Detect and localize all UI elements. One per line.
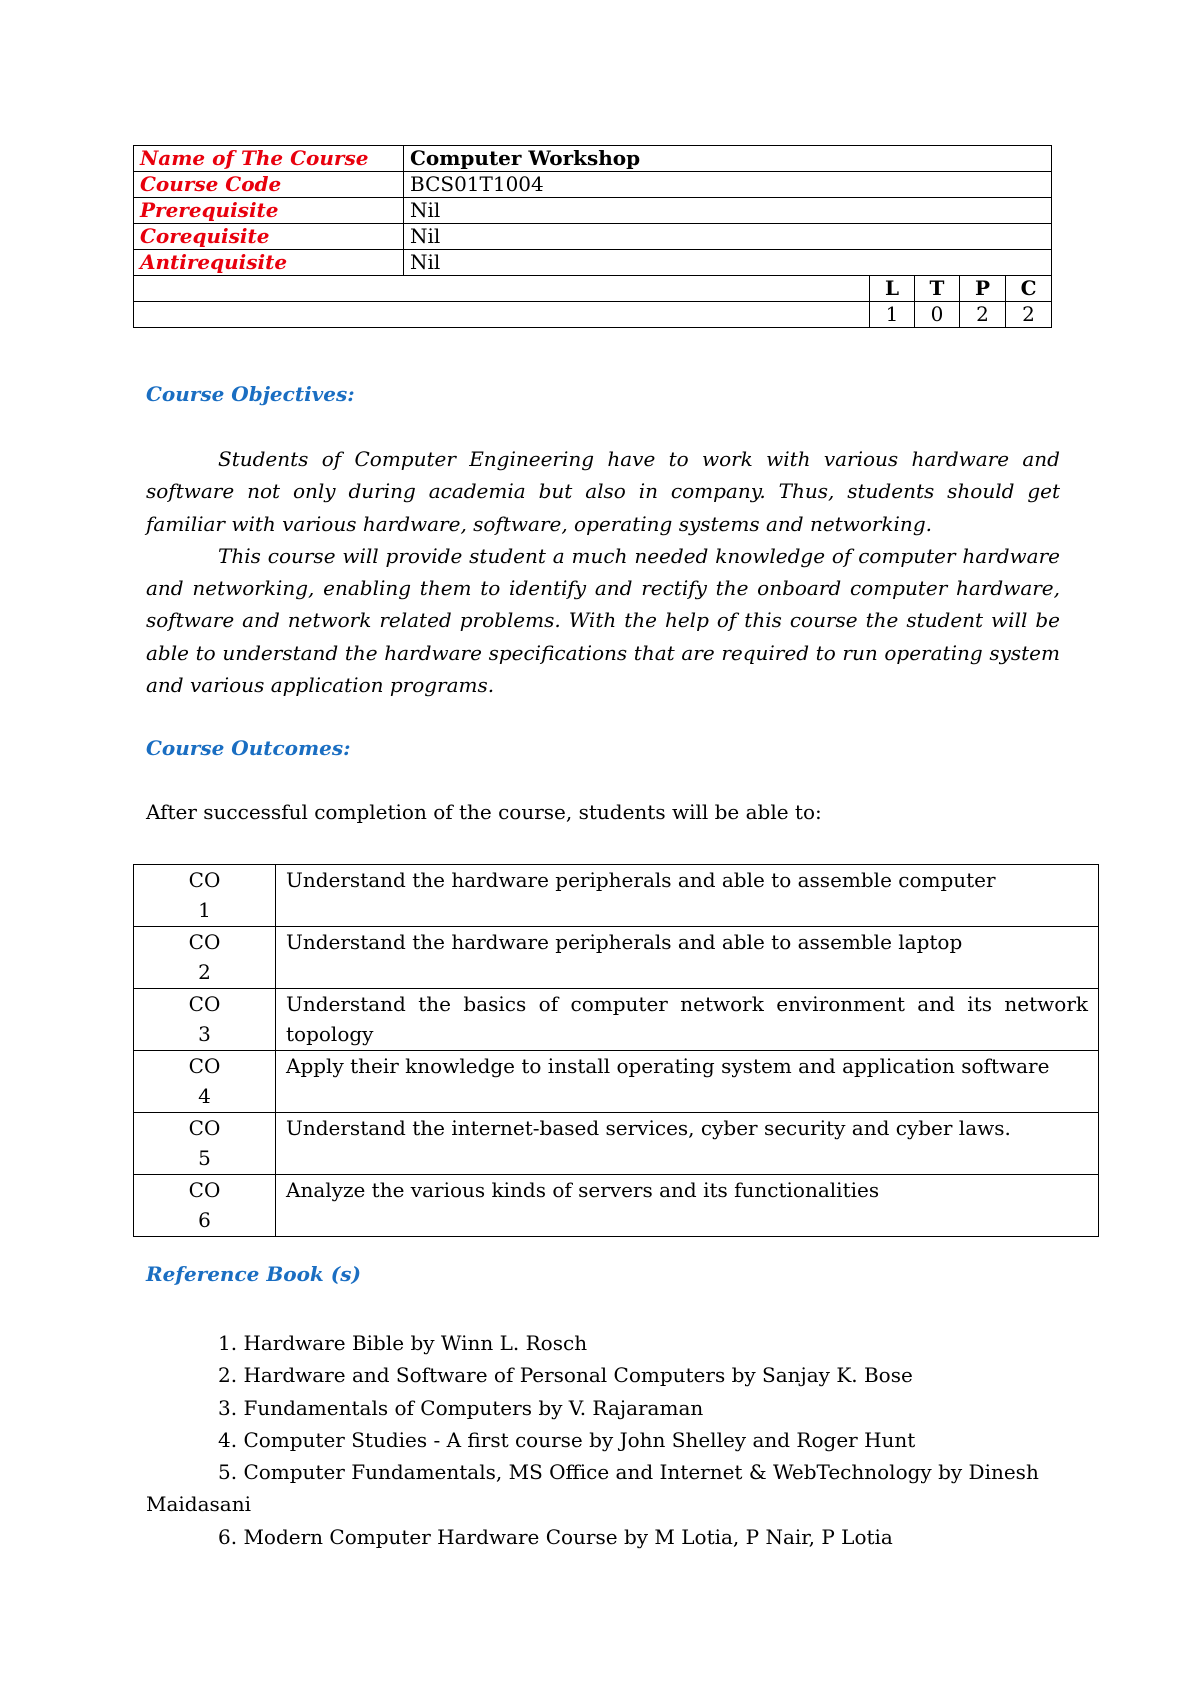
outcome-row bbox=[134, 1051, 1099, 1113]
outcome-row bbox=[134, 1113, 1099, 1175]
ltpc-value-l: 1 bbox=[870, 302, 915, 328]
outcome-id bbox=[134, 989, 276, 1051]
reference-list bbox=[146, 1327, 1058, 1553]
outcomes-intro: After successful completion of the course, students will be able to: bbox=[146, 800, 822, 824]
reference-item: 1. Hardware Bible by Winn L. Rosch bbox=[218, 1331, 588, 1355]
outcome-text: Understand the basics of computer network environment and its network topology bbox=[276, 989, 1099, 1051]
outcome-text: Understand the hardware peripherals and able to assemble computer bbox=[276, 865, 1099, 927]
outcome-id-number: 4 bbox=[198, 1084, 211, 1108]
course-code-value: BCS01T1004 bbox=[404, 172, 1052, 198]
ltpc-header-blank bbox=[134, 276, 870, 302]
ltpc-value-c: 2 bbox=[1006, 302, 1052, 328]
outcome-id-number: 6 bbox=[198, 1208, 211, 1232]
outcome-id bbox=[134, 1113, 276, 1175]
antirequisite-label: Antirequisite bbox=[134, 250, 404, 276]
outcome-row bbox=[134, 865, 1099, 927]
corequisite-row bbox=[134, 224, 1052, 250]
corequisite-value: Nil bbox=[404, 224, 1052, 250]
objectives-paragraph-1: Students of Computer Engineering have to work with various hardware and software not only during academia but also in company. Thus, students should get familiar with various hardware, software, operating systems and networking. bbox=[146, 447, 1060, 536]
ltpc-value-blank bbox=[134, 302, 870, 328]
outcome-text: Understand the internet-based services, cyber security and cyber laws. bbox=[276, 1113, 1099, 1175]
ltpc-value-t: 0 bbox=[915, 302, 960, 328]
outcome-id bbox=[134, 927, 276, 989]
reference-item-continuation: Maidasani bbox=[146, 1492, 251, 1517]
outcome-id bbox=[134, 1175, 276, 1237]
course-name-value: Computer Workshop bbox=[404, 146, 1052, 172]
ltpc-header-t: T bbox=[915, 276, 960, 302]
objectives-heading: Course Objectives: bbox=[146, 382, 355, 406]
ltpc-header-l: L bbox=[870, 276, 915, 302]
outcome-row bbox=[134, 927, 1099, 989]
objectives-body bbox=[146, 443, 1060, 701]
corequisite-label: Corequisite bbox=[134, 224, 404, 250]
outcome-id-prefix: CO bbox=[188, 1178, 221, 1202]
ltpc-value-p: 2 bbox=[960, 302, 1006, 328]
antirequisite-value: Nil bbox=[404, 250, 1052, 276]
outcome-id-prefix: CO bbox=[188, 930, 221, 954]
outcome-text: Apply their knowledge to install operating system and application software bbox=[276, 1051, 1099, 1113]
ltpc-header-row bbox=[134, 276, 1052, 302]
outcome-id-prefix: CO bbox=[188, 1116, 221, 1140]
antirequisite-row bbox=[134, 250, 1052, 276]
ltpc-header-c: C bbox=[1006, 276, 1052, 302]
outcome-row bbox=[134, 1175, 1099, 1237]
ltpc-header-p: P bbox=[960, 276, 1006, 302]
outcomes-heading: Course Outcomes: bbox=[146, 736, 351, 760]
reference-item: 6. Modern Computer Hardware Course by M Lotia, P Nair, P Lotia bbox=[218, 1524, 893, 1549]
outcome-id bbox=[134, 1051, 276, 1113]
course-info-table bbox=[133, 145, 1052, 328]
outcome-id-prefix: CO bbox=[188, 992, 221, 1016]
outcome-text: Understand the hardware peripherals and able to assemble laptop bbox=[276, 927, 1099, 989]
course-name-row bbox=[134, 146, 1052, 172]
outcome-id bbox=[134, 865, 276, 927]
references-heading: Reference Book (s) bbox=[146, 1262, 361, 1286]
outcomes-table bbox=[133, 864, 1099, 1237]
outcome-id-prefix: CO bbox=[188, 1054, 221, 1078]
outcome-id-prefix: CO bbox=[188, 868, 221, 892]
ltpc-value-row bbox=[134, 302, 1052, 328]
reference-item: 3. Fundamentals of Computers by V. Rajaraman bbox=[218, 1395, 704, 1420]
course-code-label: Course Code bbox=[134, 172, 404, 198]
outcome-row bbox=[134, 989, 1099, 1051]
outcome-id-number: 5 bbox=[198, 1146, 211, 1170]
course-name-label: Name of The Course bbox=[134, 146, 404, 172]
outcome-id-number: 3 bbox=[198, 1022, 211, 1046]
outcome-id-number: 2 bbox=[198, 960, 211, 984]
course-code-row bbox=[134, 172, 1052, 198]
prerequisite-label: Prerequisite bbox=[134, 198, 404, 224]
reference-item: 2. Hardware and Software of Personal Computers by Sanjay K. Bose bbox=[218, 1363, 913, 1388]
outcome-id-number: 1 bbox=[198, 898, 211, 922]
prerequisite-row bbox=[134, 198, 1052, 224]
objectives-paragraph-2: This course will provide student a much needed knowledge of computer hardware and networking, enabling them to identify and rectify the onboard computer hardware, software and network related problems. With the help of this course the student will be able to understand the hardware specifications that are required to run operating system and various application programs. bbox=[146, 543, 1060, 698]
prerequisite-value: Nil bbox=[404, 198, 1052, 224]
reference-item: 4. Computer Studies - A first course by John Shelley and Roger Hunt bbox=[218, 1427, 916, 1452]
reference-item: 5. Computer Fundamentals, MS Office and Internet & WebTechnology by Dinesh bbox=[218, 1460, 1039, 1485]
outcome-text: Analyze the various kinds of servers and its functionalities bbox=[276, 1175, 1099, 1237]
